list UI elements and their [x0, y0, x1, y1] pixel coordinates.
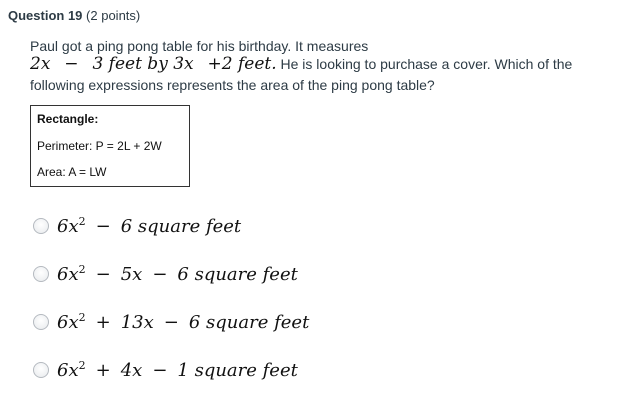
answer-4-operator-2: − [152, 359, 168, 381]
question-text-line-1: Paul got a ping pong table for his birthday. It measures [30, 38, 369, 54]
answer-3-term-3: 6 square feet [188, 311, 310, 333]
answer-1-operator-1: − [95, 215, 111, 237]
radio-button-4[interactable] [33, 362, 49, 378]
dim-term-b: 3 feet by 3x [92, 54, 194, 74]
answer-3-term-1: $6x^2$ [57, 310, 86, 333]
answer-2-term-1: $6x^2$ [57, 262, 86, 285]
answer-4-term-3: 1 square feet [177, 359, 298, 381]
answer-1-term-1: $6x^2$ [57, 214, 86, 237]
formula-box [30, 105, 190, 187]
dim-term-c: +2 feet. [207, 54, 277, 74]
dim-operator-1: − [64, 54, 79, 74]
question-header [8, 8, 140, 23]
answer-3-operator-2: − [163, 311, 179, 333]
answer-option-3[interactable] [33, 310, 309, 334]
answer-option-1[interactable] [33, 214, 241, 238]
radio-button-2[interactable] [33, 266, 49, 282]
answer-4-term-1: $6x^2$ [57, 358, 86, 381]
answer-2-operator-2: − [152, 263, 168, 285]
question-text-line-3: following expressions represents the area of the ping pong table? [30, 77, 435, 93]
answer-1-term-2: 6 square feet [120, 215, 242, 237]
question-title: Question 19 [8, 8, 83, 23]
radio-button-3[interactable] [33, 314, 49, 330]
answer-4-operator-1: + [95, 359, 111, 381]
answer-3-term-2: 13x [120, 311, 154, 333]
answer-option-4[interactable] [33, 358, 298, 382]
radio-button-1[interactable] [33, 218, 49, 234]
answer-4-term-2: 4x [120, 359, 143, 381]
perimeter-formula: Perimeter: P = 2L + 2W [37, 139, 162, 153]
question-text [30, 37, 620, 95]
question-text-line-2 [30, 55, 620, 76]
answer-2-term-2: 5x [120, 263, 143, 285]
answer-2-operator-1: − [95, 263, 111, 285]
dim-term-a: 2x [30, 54, 51, 74]
answer-3-operator-1: + [95, 311, 111, 333]
answer-option-2[interactable] [33, 262, 298, 286]
formula-box-title: Rectangle: [37, 112, 99, 126]
area-formula: Area: A = LW [37, 165, 107, 179]
answer-2-term-3: 6 square feet [177, 263, 298, 285]
question-text-continuation: He is looking to purchase a cover. Which of the [280, 56, 573, 72]
question-points: (2 points) [86, 8, 141, 23]
